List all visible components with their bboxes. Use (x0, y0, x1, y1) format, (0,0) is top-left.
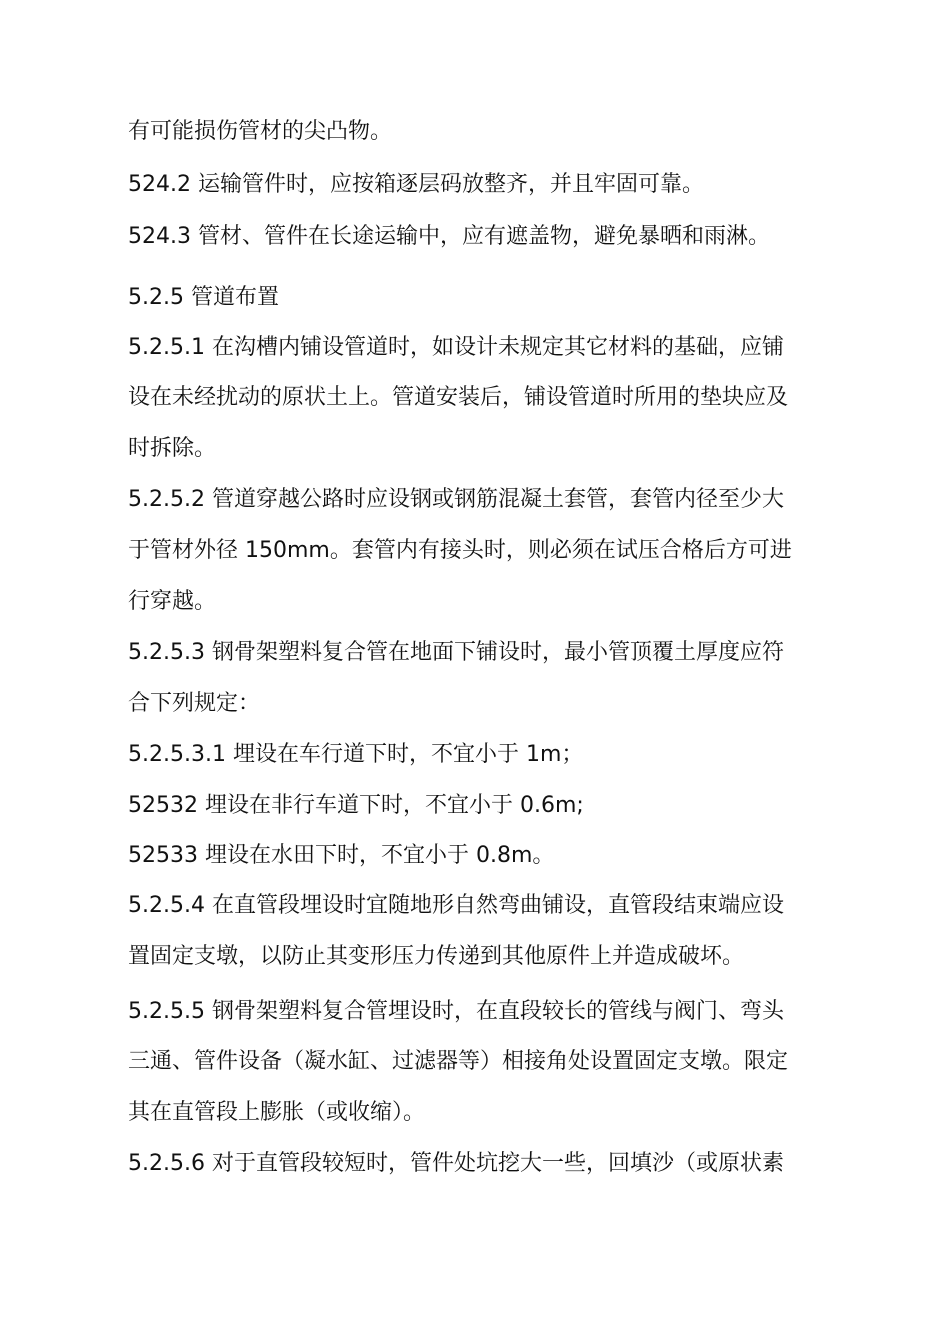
text-line: 5.2.5.2 管道穿越公路时应设钢或钢筋混凝土套管，套管内径至少大 (128, 487, 784, 512)
text-line: 5.2.5.5 钢骨架塑料复合管埋设时，在直段较长的管线与阀门、弯头 (128, 999, 784, 1024)
text-line: 5.2.5.6 对于直管段较短时，管件处坑挖大一些，回填沙（或原状素 (128, 1151, 784, 1176)
text-line: 行穿越。 (128, 589, 217, 614)
text-line: 于管材外径 150mm。套管内有接头时，则必须在试压合格后方可进 (128, 538, 792, 563)
text-line: 设在未经扰动的原状土上。管道安装后，铺设管道时所用的垫块应及 (128, 385, 789, 410)
text-line: 置固定支墩，以防止其变形压力传递到其他原件上并造成破坏。 (128, 944, 745, 969)
text-line: 52533 埋设在水田下时，不宜小于 0.8m。 (128, 843, 555, 868)
text-line: 5.2.5.3 钢骨架塑料复合管在地面下铺设时，最小管顶覆土厚度应符 (128, 640, 784, 665)
text-line: 合下列规定： (128, 691, 261, 716)
text-line: 5.2.5.3.1 埋设在车行道下时，不宜小于 1m； (128, 742, 584, 767)
section-heading: 5.2.5 管道布置 (128, 285, 279, 310)
text-line: 524.3 管材、管件在长途运输中，应有遮盖物，避免暴晒和雨淋。 (128, 224, 770, 249)
text-line: 52532 埋设在非行车道下时，不宜小于 0.6m; (128, 793, 584, 818)
text-line: 有可能损伤管材的尖凸物。 (128, 119, 393, 144)
text-line: 5.2.5.1 在沟槽内铺设管道时，如设计未规定其它材料的基础，应铺 (128, 335, 784, 360)
text-line: 524.2 运输管件时，应按箱逐层码放整齐，并且牢固可靠。 (128, 172, 704, 197)
text-line: 时拆除。 (128, 436, 217, 461)
text-line: 三通、管件设备（凝水缸、过滤器等）相接角处设置固定支墩。限定 (128, 1049, 789, 1074)
text-line: 5.2.5.4 在直管段埋设时宜随地形自然弯曲铺设，直管段结束端应设 (128, 893, 784, 918)
text-line: 其在直管段上膨胀（或收缩）。 (128, 1100, 426, 1125)
